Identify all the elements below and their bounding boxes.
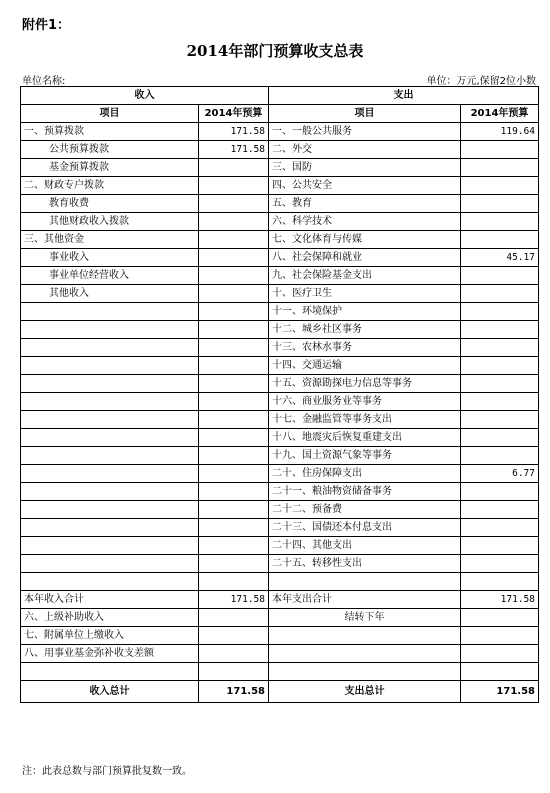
expense-value-cell bbox=[461, 321, 539, 339]
expense-item-cell: 一、一般公共服务 bbox=[269, 123, 461, 141]
extra-income-label: 七、附属单位上缴收入 bbox=[21, 627, 199, 645]
income-value-cell bbox=[199, 267, 269, 285]
income-item-cell bbox=[21, 447, 199, 465]
expense-value-cell: 45.17 bbox=[461, 249, 539, 267]
expense-value-cell bbox=[461, 177, 539, 195]
expense-subtotal-label: 本年支出合计 bbox=[269, 591, 461, 609]
extra-income-row bbox=[21, 609, 539, 627]
table-row bbox=[21, 573, 539, 591]
income-value-cell bbox=[199, 447, 269, 465]
expense-item-cell: 十四、交通运输 bbox=[269, 357, 461, 375]
expense-value-cell bbox=[461, 447, 539, 465]
income-item-cell bbox=[21, 501, 199, 519]
income-item-cell bbox=[21, 465, 199, 483]
expense-value-cell bbox=[461, 357, 539, 375]
income-item-cell bbox=[21, 411, 199, 429]
table-row bbox=[21, 519, 539, 537]
expense-value-cell bbox=[461, 213, 539, 231]
income-value-cell bbox=[199, 339, 269, 357]
footnote: 注：此表总数与部门预算批复数一致。 bbox=[22, 766, 192, 777]
unit-label: 单位：万元,保留2位小数 bbox=[426, 76, 536, 87]
income-item-cell bbox=[21, 537, 199, 555]
carry-forward-label: 结转下年 bbox=[269, 609, 461, 627]
table-row bbox=[21, 465, 539, 483]
expense-subtotal-value: 171.58 bbox=[461, 591, 539, 609]
expense-value-cell bbox=[461, 141, 539, 159]
expense-value-cell bbox=[461, 411, 539, 429]
expense-item-cell bbox=[269, 663, 461, 681]
table-row bbox=[21, 267, 539, 285]
expense-item-cell: 十九、国土资源气象等事务 bbox=[269, 447, 461, 465]
income-item-cell: 公共预算拨款 bbox=[21, 141, 199, 159]
expense-item-cell: 二、外交 bbox=[269, 141, 461, 159]
income-item-cell bbox=[21, 321, 199, 339]
income-value-cell bbox=[199, 159, 269, 177]
expense-value-cell bbox=[461, 429, 539, 447]
expense-value-cell bbox=[461, 645, 539, 663]
expense-value-cell bbox=[461, 537, 539, 555]
income-value-cell bbox=[199, 555, 269, 573]
income-item-cell bbox=[21, 519, 199, 537]
income-subtotal-label: 本年收入合计 bbox=[21, 591, 199, 609]
table-row bbox=[21, 123, 539, 141]
income-value-cell bbox=[199, 537, 269, 555]
income-value-cell bbox=[199, 195, 269, 213]
extra-income-row bbox=[21, 645, 539, 663]
budget-table bbox=[20, 86, 539, 703]
extra-income-value bbox=[199, 609, 269, 627]
expense-item-cell: 八、社会保障和就业 bbox=[269, 249, 461, 267]
income-value-cell bbox=[199, 285, 269, 303]
expense-item-cell: 十三、农林水事务 bbox=[269, 339, 461, 357]
expense-value-cell bbox=[461, 501, 539, 519]
expense-value-cell bbox=[461, 519, 539, 537]
expense-item-cell: 二十一、粮油物资储备事务 bbox=[269, 483, 461, 501]
income-item-header: 项目 bbox=[21, 105, 199, 123]
expense-value-cell bbox=[461, 303, 539, 321]
expense-item-cell: 九、社会保险基金支出 bbox=[269, 267, 461, 285]
table-row bbox=[21, 195, 539, 213]
extra-income-label: 六、上级补助收入 bbox=[21, 609, 199, 627]
expense-item-cell bbox=[269, 627, 461, 645]
expense-value-cell bbox=[461, 573, 539, 591]
expense-value-cell bbox=[461, 663, 539, 681]
table-row bbox=[21, 159, 539, 177]
income-value-cell bbox=[199, 411, 269, 429]
income-item-cell: 一、预算拨款 bbox=[21, 123, 199, 141]
budget-table-body bbox=[21, 87, 539, 703]
extra-income-label bbox=[21, 663, 199, 681]
expense-value-cell: 119.64 bbox=[461, 123, 539, 141]
table-row bbox=[21, 339, 539, 357]
expense-total-value: 171.58 bbox=[461, 681, 539, 703]
expense-value-cell bbox=[461, 159, 539, 177]
income-subtotal-value: 171.58 bbox=[199, 591, 269, 609]
expense-item-cell: 三、国防 bbox=[269, 159, 461, 177]
expense-item-cell: 七、文化体育与传媒 bbox=[269, 231, 461, 249]
table-row bbox=[21, 411, 539, 429]
expense-item-cell: 四、公共安全 bbox=[269, 177, 461, 195]
income-item-cell bbox=[21, 339, 199, 357]
extra-income-value bbox=[199, 627, 269, 645]
expense-budget-header: 2014年预算 bbox=[461, 105, 539, 123]
income-value-cell bbox=[199, 429, 269, 447]
income-value-cell bbox=[199, 321, 269, 339]
expense-value-cell bbox=[461, 267, 539, 285]
expense-value-cell bbox=[461, 375, 539, 393]
income-value-cell bbox=[199, 177, 269, 195]
income-item-cell bbox=[21, 303, 199, 321]
expense-value-cell bbox=[461, 285, 539, 303]
expense-item-cell: 五、教育 bbox=[269, 195, 461, 213]
expense-item-cell: 十七、金融监管等事务支出 bbox=[269, 411, 461, 429]
income-value-cell bbox=[199, 573, 269, 591]
income-value-cell bbox=[199, 465, 269, 483]
income-value-cell bbox=[199, 357, 269, 375]
table-row bbox=[21, 501, 539, 519]
total-row bbox=[21, 681, 539, 703]
attachment-label: 附件1： bbox=[22, 18, 71, 33]
income-section-header: 收入 bbox=[21, 87, 269, 105]
expense-item-cell: 六、科学技术 bbox=[269, 213, 461, 231]
expense-item-cell bbox=[269, 645, 461, 663]
income-item-cell: 基金预算拨款 bbox=[21, 159, 199, 177]
subtotal-row bbox=[21, 591, 539, 609]
table-row bbox=[21, 141, 539, 159]
income-item-cell: 事业单位经营收入 bbox=[21, 267, 199, 285]
expense-item-header: 项目 bbox=[269, 105, 461, 123]
expense-value-cell bbox=[461, 393, 539, 411]
income-total-value: 171.58 bbox=[199, 681, 269, 703]
income-item-cell: 事业收入 bbox=[21, 249, 199, 267]
expense-total-label: 支出总计 bbox=[269, 681, 461, 703]
expense-item-cell bbox=[269, 573, 461, 591]
expense-item-cell: 十二、城乡社区事务 bbox=[269, 321, 461, 339]
expense-value-cell bbox=[461, 339, 539, 357]
expense-item-cell: 十、医疗卫生 bbox=[269, 285, 461, 303]
expense-value-cell bbox=[461, 609, 539, 627]
income-item-cell: 二、财政专户拨款 bbox=[21, 177, 199, 195]
income-value-cell bbox=[199, 393, 269, 411]
expense-item-cell: 十八、地震灾后恢复重建支出 bbox=[269, 429, 461, 447]
income-item-cell bbox=[21, 555, 199, 573]
expense-item-cell: 二十三、国债还本付息支出 bbox=[269, 519, 461, 537]
section-header-row bbox=[21, 87, 539, 105]
expense-item-cell: 十一、环境保护 bbox=[269, 303, 461, 321]
income-item-cell bbox=[21, 573, 199, 591]
extra-income-label: 八、用事业基金弥补收支差额 bbox=[21, 645, 199, 663]
table-row bbox=[21, 285, 539, 303]
page-title: 2014年部门预算收支总表 bbox=[186, 42, 364, 60]
table-row bbox=[21, 375, 539, 393]
table-row bbox=[21, 213, 539, 231]
income-value-cell: 171.58 bbox=[199, 141, 269, 159]
table-row bbox=[21, 231, 539, 249]
expense-value-cell bbox=[461, 195, 539, 213]
table-row bbox=[21, 357, 539, 375]
expense-item-cell: 二十五、转移性支出 bbox=[269, 555, 461, 573]
income-item-cell: 三、其他资金 bbox=[21, 231, 199, 249]
expense-value-cell bbox=[461, 483, 539, 501]
expense-section-header: 支出 bbox=[269, 87, 539, 105]
income-value-cell bbox=[199, 375, 269, 393]
expense-item-cell: 二十四、其他支出 bbox=[269, 537, 461, 555]
table-row bbox=[21, 321, 539, 339]
income-value-cell bbox=[199, 483, 269, 501]
column-header-row bbox=[21, 105, 539, 123]
income-item-cell bbox=[21, 375, 199, 393]
income-value-cell: 171.58 bbox=[199, 123, 269, 141]
expense-item-cell: 二十、住房保障支出 bbox=[269, 465, 461, 483]
expense-value-cell bbox=[461, 231, 539, 249]
expense-value-cell bbox=[461, 627, 539, 645]
table-row bbox=[21, 393, 539, 411]
table-row bbox=[21, 249, 539, 267]
income-item-cell bbox=[21, 393, 199, 411]
extra-income-value bbox=[199, 663, 269, 681]
expense-item-cell: 十六、商业服务业等事务 bbox=[269, 393, 461, 411]
income-value-cell bbox=[199, 303, 269, 321]
unit-name-label: 单位名称: bbox=[22, 76, 66, 87]
income-value-cell bbox=[199, 519, 269, 537]
income-budget-header: 2014年预算 bbox=[199, 105, 269, 123]
income-total-label: 收入总计 bbox=[21, 681, 199, 703]
table-row bbox=[21, 177, 539, 195]
income-value-cell bbox=[199, 501, 269, 519]
table-row bbox=[21, 483, 539, 501]
income-item-cell bbox=[21, 483, 199, 501]
income-item-cell bbox=[21, 357, 199, 375]
table-row bbox=[21, 429, 539, 447]
income-item-cell: 其他收入 bbox=[21, 285, 199, 303]
income-item-cell bbox=[21, 429, 199, 447]
extra-income-value bbox=[199, 645, 269, 663]
income-value-cell bbox=[199, 249, 269, 267]
income-value-cell bbox=[199, 231, 269, 249]
table-row bbox=[21, 537, 539, 555]
extra-income-row bbox=[21, 663, 539, 681]
income-item-cell: 其他财政收入拨款 bbox=[21, 213, 199, 231]
expense-item-cell: 十五、资源勘探电力信息等事务 bbox=[269, 375, 461, 393]
income-item-cell: 教育收费 bbox=[21, 195, 199, 213]
expense-value-cell: 6.77 bbox=[461, 465, 539, 483]
income-value-cell bbox=[199, 213, 269, 231]
expense-value-cell bbox=[461, 555, 539, 573]
extra-income-row bbox=[21, 627, 539, 645]
table-row bbox=[21, 303, 539, 321]
table-row bbox=[21, 447, 539, 465]
table-row bbox=[21, 555, 539, 573]
expense-item-cell: 二十二、预备费 bbox=[269, 501, 461, 519]
